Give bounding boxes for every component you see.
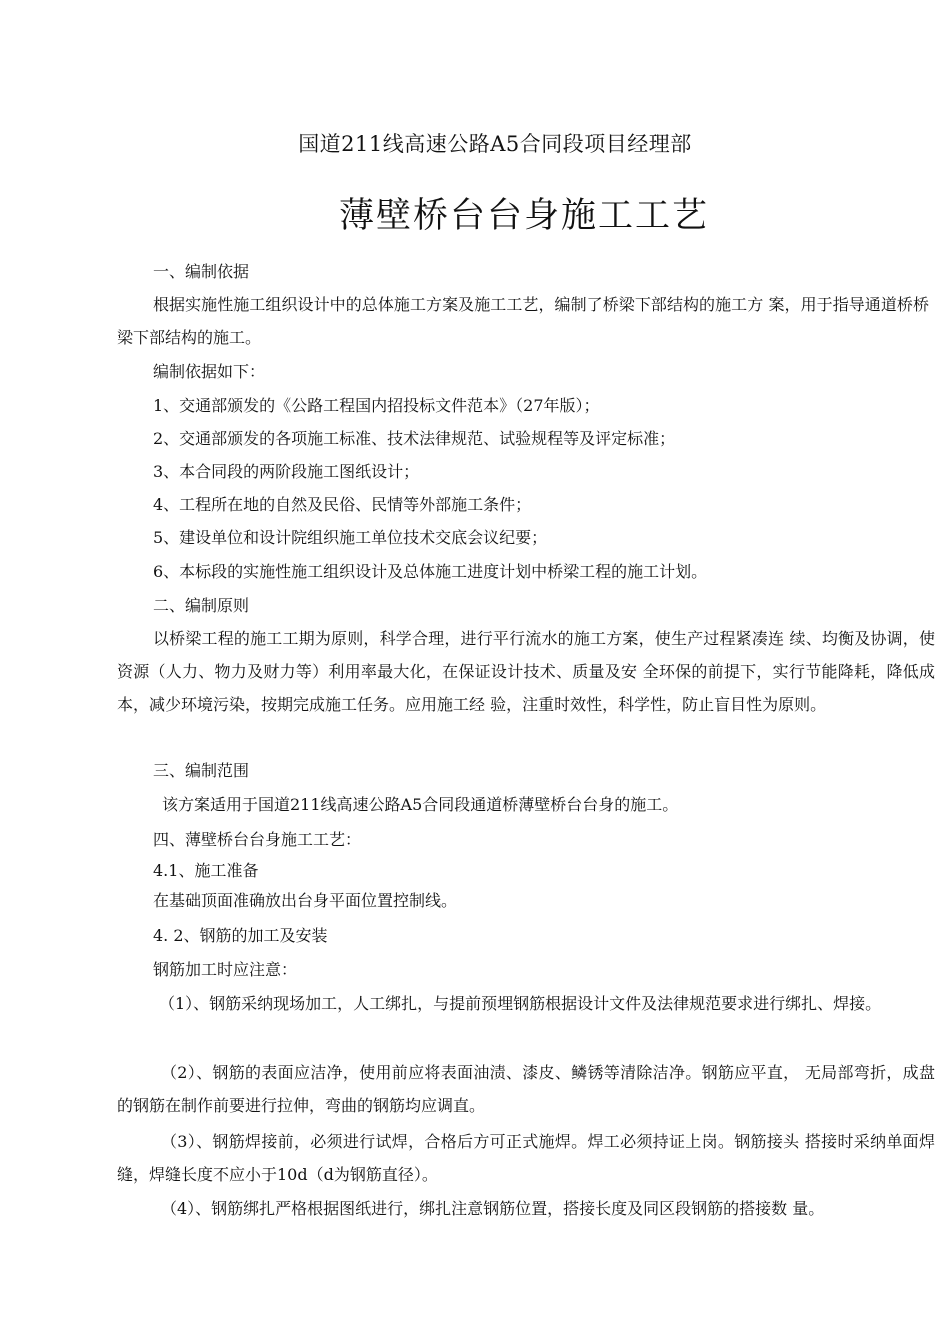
section-heading-basis: 一、编制依据 <box>153 262 250 281</box>
preparation-paragraph: 在基础顶面准确放出台身平面位置控制线。 <box>153 891 458 910</box>
basis-list-label: 编制依据如下： <box>153 362 266 381</box>
scope-paragraph: 该方案适用于国道211线高速公路A5合同段通道桥薄壁桥台台身的施工。 <box>162 795 679 814</box>
organization-heading: 国道211线高速公路A5合同段项目经理部 <box>298 132 692 156</box>
principle-paragraph: 以桥梁工程的施工工期为原则，科学合理，进行平行流水的施工方案，使生产过程紧凑连 续、均衡及协调，使资源（人力、物力及财力等）利用率最大化，在保证设计技术、质量及安 全环保的前提下，实行节能降耗，降低成本，减少环境污染，按期完成施工任务。应用施工经 验，注重时效性，科学性，防止盲目性为原则。 <box>117 629 935 714</box>
basis-list-item: 6、本标段的实施性施工组织设计及总体施工进度计划中桥梁工程的施工计划。 <box>153 562 708 581</box>
subsection-heading-preparation: 4.1、施工准备 <box>153 861 259 880</box>
document-title: 薄壁桥台台身施工工艺 <box>338 196 709 236</box>
rebar-note-item: （1）、钢筋采纳现场加工，人工绑扎，与提前预埋钢筋根据设计文件及法律规范要求进行绑扎、焊接。 <box>159 994 882 1013</box>
basis-list-item: 3、本合同段的两阶段施工图纸设计； <box>153 462 420 481</box>
section-heading-scope: 三、编制范围 <box>153 761 250 780</box>
rebar-note-item: （4）、钢筋绑扎严格根据图纸进行，绑扎注意钢筋位置，搭接长度及同区段钢筋的搭接数 量。 <box>161 1199 825 1218</box>
section-heading-process: 四、薄壁桥台台身施工工艺： <box>153 830 362 849</box>
section-heading-principle: 二、编制原则 <box>153 596 250 615</box>
subsection-heading-rebar: 4. 2、钢筋的加工及安装 <box>153 926 328 945</box>
rebar-list-label: 钢筋加工时应注意： <box>153 960 298 979</box>
rebar-note-item: （3）、钢筋焊接前，必须进行试焊，合格后方可正式施焊。焊工必须持证上岗。钢筋接头 搭接时采纳单面焊缝，焊缝长度不应小于10d（d为钢筋直径）。 <box>117 1132 935 1184</box>
rebar-note-item: （2）、钢筋的表面应洁净，使用前应将表面油渍、漆皮、鳞锈等清除洁净。钢筋应平直， 无局部弯折，成盘的钢筋在制作前要进行拉伸，弯曲的钢筋均应调直。 <box>117 1063 935 1115</box>
basis-list-item: 4、工程所在地的自然及民俗、民情等外部施工条件； <box>153 495 532 514</box>
basis-list-item: 2、交通部颁发的各项施工标准、技术法律规范、试验规程等及评定标准； <box>153 429 676 448</box>
basis-list-item: 5、建设单位和设计院组织施工单位技术交底会议纪要； <box>153 528 548 547</box>
basis-intro-paragraph: 根据实施性施工组织设计中的总体施工方案及施工工艺，编制了桥梁下部结构的施工方 案，用于指导通道桥桥梁下部结构的施工。 <box>117 295 929 347</box>
basis-list-item: 1、交通部颁发的《公路工程国内招投标文件范本》（27年版）； <box>153 396 600 415</box>
